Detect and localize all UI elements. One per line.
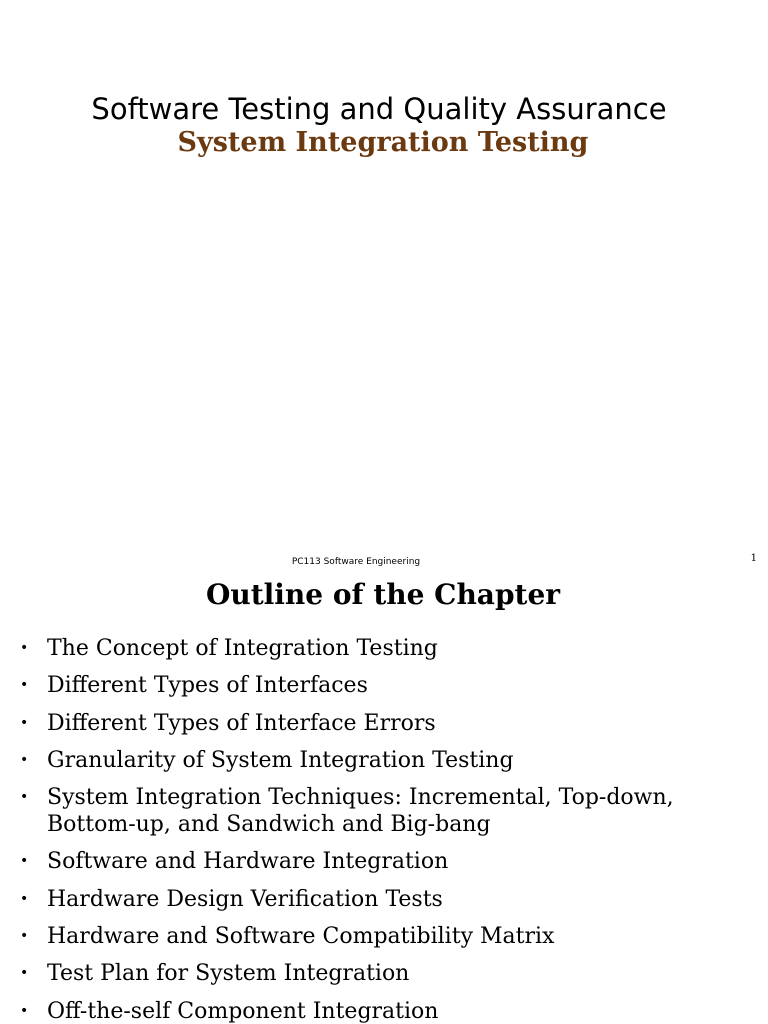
slide-1-title: Software Testing and Quality Assurance — [91, 92, 667, 126]
bullet-icon: • — [20, 928, 29, 945]
bullet-icon: • — [20, 789, 29, 806]
bullet-icon: • — [20, 640, 29, 656]
list-item — [0, 746, 768, 774]
slide-1-subtitle: System Integration Testing — [177, 127, 589, 158]
bullet-icon: • — [20, 890, 29, 907]
bullet-icon: • — [20, 677, 29, 694]
list-item-text: Off-the-self Component Integration — [47, 998, 439, 1024]
bullet-icon: • — [20, 714, 29, 731]
list-item-text: Hardware and Software Compatibility Matrix — [47, 924, 555, 950]
bullet-icon: • — [20, 1002, 29, 1019]
slide-2-title: Outline of the Chapter — [205, 578, 561, 611]
list-item-text: Granularity of System Integration Testing — [47, 747, 514, 773]
list-item-text: Hardware Design Verification Tests — [47, 886, 443, 912]
list-item — [0, 847, 768, 875]
list-item — [0, 997, 768, 1024]
bullet-icon: • — [20, 965, 29, 982]
list-item-text: Test Plan for System Integration — [47, 961, 410, 987]
list-item — [0, 634, 768, 662]
list-item — [0, 671, 768, 699]
list-item-text: System Integration Techniques: Incremental, Top-down, Bottom-up, and Sandwich and Big-bang — [47, 785, 674, 838]
slide-1-page-number: 1 — [750, 553, 757, 564]
bullet-icon: • — [20, 751, 29, 768]
list-item — [0, 783, 768, 838]
list-item — [0, 885, 768, 913]
list-item-text: The Concept of Integration Testing — [47, 636, 438, 661]
list-item-text: Software and Hardware Integration — [47, 849, 449, 875]
list-item-text: Different Types of Interface Errors — [47, 710, 436, 736]
list-item — [0, 959, 768, 987]
list-item — [0, 709, 768, 737]
slide-1-footer: PC113 Software Engineering — [291, 557, 421, 567]
list-item — [0, 922, 768, 950]
outline-list — [0, 634, 768, 1024]
bullet-icon: • — [20, 853, 29, 870]
list-item-text: Different Types of Interfaces — [47, 673, 368, 699]
